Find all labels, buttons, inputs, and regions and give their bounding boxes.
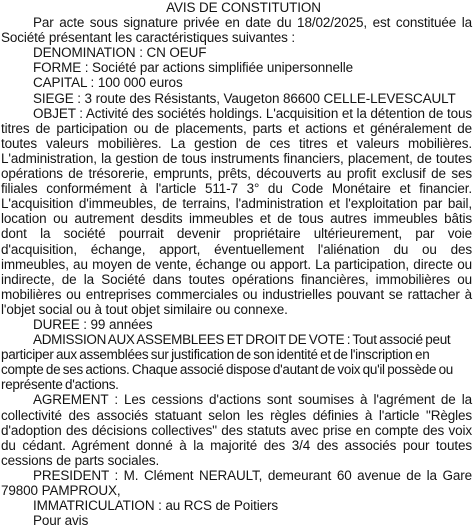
- capital-line: CAPITAL : 100 000 euros: [33, 75, 183, 91]
- duree-line: DUREE : 99 années: [33, 316, 153, 332]
- objet-paragraph: OBJET : Activité des sociétés holdings. L'acquisition et la détention de tous titres de participation ou de placements, parts et actions et généralement de toutes valeurs mobilières. La gestion de ces titres et valeurs mobilières. L'administration, la gestion de tous instruments financiers, placement, de toutes opérations de trésorerie, emprunts, prêts, découverts au profit exclusif de ses filiales conformément à l'article 511-7 3° du Code Monétaire et financier. L'acquisition d'immeubles, de terrains, l'administration et l'exploitation par bail, location ou autrement desdits immeubles et de tous autres immeubles bâtis dont la société pourrait devenir propriétaire ultérieurement, par voie d'acquisition, échange, apport, éventuellement l'aliénation du ou des immeubles, au moyen de vente, échange ou apport. La participation, directe ou indirecte, de la Société dans toutes opérations financières, immobilières ou mobilières ou entreprises commerciales ou industrielles pouvant se rattacher à l'objet social ou à tout objet similaire ou connexe.: [1, 105, 472, 317]
- admission-paragraph: ADMISSION AUX ASSEMBLEES ET DROIT DE VOTE : Tout associé peut participer aux assemblées sur justification de son identité et de l'inscription en compte de ses actions. Chaque associé dispose d'autant de voix qu'il possède ou représente d'actions.: [1, 332, 454, 393]
- immatriculation-line: IMMATRICULATION : au RCS de Poitiers: [33, 498, 278, 514]
- notice-title: AVIS DE CONSTITUTION: [166, 0, 321, 15]
- president-paragraph: PRESIDENT : M. Clément NERAULT, demeurant 60 avenue de la Gare 79800 PAMPROUX,: [1, 467, 472, 498]
- denomination-line: DENOMINATION : CN OEUF: [33, 45, 207, 61]
- siege-line: SIEGE : 3 route des Résistants, Vaugeton 86600 CELLE-LEVESCAULT: [33, 90, 456, 106]
- agrement-paragraph: AGREMENT : Les cessions d'actions sont soumises à l'agrément de la collectivité des associés statuant selon les règles définies à l'article "Règles d'adoption des décisions collectives" des statuts avec prise en compte des voix du cédant. Agrément donné à la majorité des 3/4 des associés pour toutes cessions de parts sociales.: [1, 392, 472, 468]
- intro-paragraph: Par acte sous signature privée en date du 18/02/2025, est constituée la Société présentant les caractéristiques suivantes :: [1, 15, 472, 46]
- forme-line: FORME : Société par actions simplifiée unipersonnelle: [33, 60, 354, 76]
- closing-line: Pour avis: [33, 513, 89, 528]
- legal-notice: [1, 0, 472, 528]
